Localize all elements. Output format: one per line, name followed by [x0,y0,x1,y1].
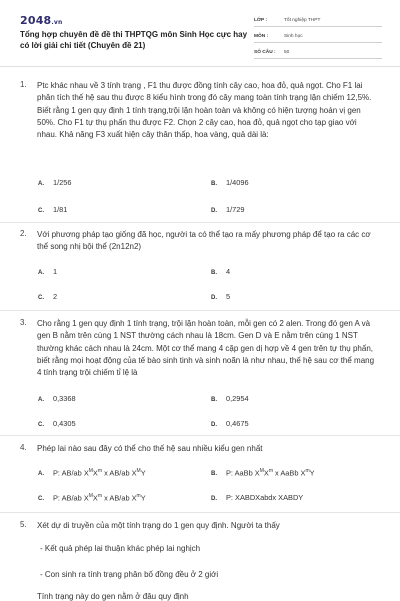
option-text: 1/256 [53,178,72,187]
question-number: 1. [20,80,27,89]
meta-value: 50 [284,49,290,55]
option-letter: B. [211,270,217,276]
document-title: Tổng hợp chuyên đề đề thi THPTQG môn Sinh Học cực hay có lời giải chi tiết (Chuyên đề 21) [20,30,248,50]
question-separator [0,435,400,436]
genotype-part: Y [140,493,146,503]
option-d[interactable] [211,493,303,502]
option-a[interactable] [38,468,146,477]
genotype-part: X [92,493,98,503]
header-divider [0,66,400,67]
question-number: 5. [20,520,27,529]
option-a[interactable] [38,178,72,187]
meta-value: Sinh học [284,33,303,39]
genotype-part: Y [140,468,146,478]
statement-line: - Kết quả phép lai thuận khác phép lai nghịch [40,544,201,553]
genotype-part: P: AaBb X [226,468,260,478]
question-separator [0,512,400,513]
question-number: 2. [20,229,27,238]
option-c[interactable] [38,493,146,502]
option-text: 0,4305 [53,419,76,428]
option-b[interactable] [211,178,249,187]
option-text: 4 [226,267,231,276]
superscript: M [136,468,141,474]
option-b[interactable] [211,267,230,276]
option-letter: B. [211,471,217,478]
option-letter: B. [211,397,217,403]
question-text: Xét dự di truyền của một tính trạng do 1 gen quy định. Người ta thấy [37,521,280,530]
meta-label: MÔN : [254,33,269,39]
option-letter: C. [38,496,44,503]
question-separator [0,310,400,311]
superscript: M [88,493,93,499]
genotype-part: x AB/ab X [102,468,137,478]
meta-row-count [254,46,382,59]
option-text: 1/81 [53,205,68,214]
brand-logo[interactable] [20,14,62,27]
option-letter: A. [38,397,44,403]
option-letter: D. [211,295,217,301]
statement-line: Tính trạng này do gen nằm ở đâu quy định [37,592,189,601]
statement-line: - Con sinh ra tính trạng phân bố đồng đều ở 2 giới [40,570,219,579]
question-text: Phép lai nào sau đây có thể cho thế hệ sau nhiều kiểu gen nhất [37,444,263,453]
superscript: m [97,468,103,474]
question-text: Với phương pháp tạo giống đã học, người ta có thể tạo ra mấy phương pháp để tạo ra các cơ thể song nhị bội thể (2n12n2) [37,230,371,252]
option-a[interactable] [38,394,76,403]
genotype-part: x AB/ab X [102,493,137,503]
option-letter: A. [38,181,44,187]
genotype-part: X [92,468,98,478]
meta-row-subject [254,30,382,43]
question-number: 4. [20,443,27,452]
option-letter: D. [211,496,217,502]
meta-row-class [254,14,382,27]
option-d[interactable] [211,292,230,301]
document-header [0,0,400,66]
option-letter: C. [38,208,44,214]
superscript: m [136,493,141,499]
option-letter: A. [38,471,44,478]
genotype-part: x AaBb X [272,468,306,478]
option-text: 0,3368 [53,394,76,403]
option-text: 0,2954 [226,394,249,403]
option-text: 0,4675 [226,419,249,428]
option-text: 1/729 [226,205,245,214]
option-text: 1 [53,267,58,276]
option-c[interactable] [38,205,67,214]
brand-name: 2048 [20,14,52,27]
option-a[interactable] [38,267,57,276]
option-letter: A. [38,270,44,276]
option-text: 2 [53,292,58,301]
option-letter: D. [211,208,217,214]
document-meta [254,14,382,62]
superscript: m [97,493,103,499]
superscript: M [259,468,264,474]
question-text: Ptc khác nhau về 3 tính trạng , F1 thu được đồng tính cây cao, hoa đỏ, quả ngọt. Cho F1 lai phân tích thế hệ sau thu được 8 kiểu hình trong đó cây mang toàn tính trạng lặn chiếm 12,5%. Biết rằng 1 gen quy định 1 tính trạng,trội lặn hoàn toàn và không có hiện tượng hoán vị gen 50%. Cho F1 tự thụ phấn thu được F2. Chọn 2 cây cao, hoa đỏ, quả ngọt cho tạp giao với nhau. Khả năng F3 xuất hiện cây thân thấp, hoa vàng, quả dài là: [37,81,372,140]
superscript: m [305,468,310,474]
option-letter: C. [38,422,44,428]
question-separator [0,222,400,223]
option-text: 5 [226,292,231,301]
option-text: 1/4096 [226,178,249,187]
option-b[interactable] [211,394,249,403]
superscript: m [268,468,273,474]
genotype-part: Y [309,468,315,478]
genotype-part: P: AB/ab X [53,468,89,478]
question-text: Cho rằng 1 gen quy định 1 tính trạng, trội lặn hoàn toàn, mỗi gen có 2 alen. Trong đó gen A và gen B nằm trên cùng 1 NST thường cách nhau là 18cm. Gen D và E nằm trên cùng 1 NST thường khác cách nhau là 24cm. Một cơ thể mang 4 cặp gen dị hợp về 4 gen trên tự thụ phấn, biết rằng mọi hoạt động của tế bào sinh tinh và sinh noãn là như nhau, thế hệ sau cơ thể mang 4 tính trạng trội chiếm tỉ lệ là [37,319,375,378]
option-b[interactable] [211,468,315,477]
meta-label: LỚP : [254,17,268,23]
option-letter: C. [38,295,44,301]
brand-suffix: .vn [51,19,63,26]
superscript: M [88,468,93,474]
option-d[interactable] [211,205,245,214]
genotype-part: X [263,468,269,478]
meta-label: SỐ CÂU : [254,49,276,55]
question-number: 3. [20,318,27,327]
option-c[interactable] [38,419,76,428]
option-letter: D. [211,422,217,428]
genotype-part: P: XABDXabdx XABDY [226,493,304,502]
option-d[interactable] [211,419,249,428]
genotype-part: P: AB/ab X [53,493,89,503]
meta-value: Tốt nghiệp THPT [284,17,321,23]
option-c[interactable] [38,292,57,301]
option-letter: B. [211,181,217,187]
